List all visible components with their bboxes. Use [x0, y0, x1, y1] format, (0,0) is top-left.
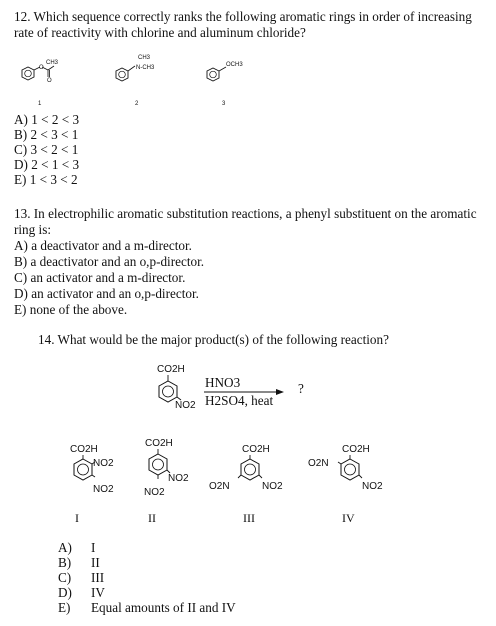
q14-option-b-text[interactable]: II	[91, 555, 100, 570]
q14-stem: 14. What would be the major product(s) of the following reaction?	[38, 332, 389, 347]
q14-product-question-mark: ?	[298, 381, 304, 396]
q12-stem-line1: 12. Which sequence correctly ranks the following aromatic rings in order of increasing	[14, 9, 472, 24]
q14-product-iv-co2h: CO2H	[342, 444, 370, 455]
q12-option-c[interactable]: C) 3 < 2 < 1	[14, 142, 79, 157]
q14-option-e-letter[interactable]: E)	[58, 600, 71, 615]
q13-option-e[interactable]: E) none of the above.	[14, 302, 128, 317]
q12-s2-nch3: N-CH3	[136, 65, 155, 71]
q12-s3-number: 3	[222, 101, 226, 107]
q14-product-iii-o2n: O2N	[209, 481, 230, 492]
o-label: O	[47, 78, 52, 84]
o-label: O	[39, 65, 44, 71]
q14-reactant-no2: NO2	[175, 400, 196, 411]
q14-product-iii-co2h: CO2H	[242, 444, 270, 455]
q12-option-d[interactable]: D) 2 < 1 < 3	[14, 157, 80, 172]
q14-product-iii-no2: NO2	[262, 481, 283, 492]
q14-option-a-text[interactable]: I	[91, 540, 96, 555]
q14-product-i-no2-a: NO2	[93, 458, 114, 469]
q13-stem-line2: ring is:	[14, 222, 51, 237]
q14-product-ii-no2-b: NO2	[144, 487, 165, 498]
q14-option-d-text[interactable]: IV	[91, 585, 105, 600]
q12-s1-ch3: CH3	[46, 60, 59, 66]
q12-option-a[interactable]: A) 1 < 2 < 3	[14, 112, 80, 127]
q14-option-c-text[interactable]: III	[91, 570, 105, 585]
q14-product-ii-co2h: CO2H	[145, 438, 173, 449]
q14-option-d-letter[interactable]: D)	[58, 585, 72, 600]
q13-option-b[interactable]: B) a deactivator and an o,p-director.	[14, 254, 205, 269]
q12-stem-line2: rate of reactivity with chlorine and aluminum chloride?	[14, 25, 306, 40]
q14-option-c-letter[interactable]: C)	[58, 570, 72, 585]
q13-option-a[interactable]: A) a deactivator and a m-director.	[14, 238, 192, 253]
q13-option-c[interactable]: C) an activator and a m-director.	[14, 270, 186, 285]
q12-option-b[interactable]: B) 2 < 3 < 1	[14, 127, 79, 142]
q14-option-a-letter[interactable]: A)	[58, 540, 72, 555]
q14-product-iv-label: IV	[342, 511, 355, 525]
q12-s2-number: 2	[135, 101, 139, 107]
q14-option-e-text[interactable]: Equal amounts of II and IV	[91, 600, 236, 615]
q14-product-iv-o2n: O2N	[308, 458, 329, 469]
q13-option-d[interactable]: D) an activator and an o,p-director.	[14, 286, 199, 301]
q14-reagent-bottom: H2SO4, heat	[205, 393, 274, 408]
q12-s1-number: 1	[38, 101, 42, 107]
q14-product-ii-label: II	[148, 511, 156, 525]
q14-reactant-co2h: CO2H	[157, 364, 185, 375]
q14-product-i-label: I	[75, 511, 79, 525]
q13-stem-line1: 13. In electrophilic aromatic substitution reactions, a phenyl substituent on the aromatic	[14, 206, 477, 221]
q12-structure-1	[14, 62, 74, 90]
q14-option-b-letter[interactable]: B)	[58, 555, 72, 570]
q14-product-ii-no2-a: NO2	[168, 473, 189, 484]
q14-product-i-no2-b: NO2	[93, 484, 114, 495]
q14-product-i-co2h: CO2H	[70, 444, 98, 455]
q12-s3-och3: OCH3	[226, 62, 243, 68]
q12-option-e[interactable]: E) 1 < 3 < 2	[14, 172, 78, 187]
q14-product-iii-label: III	[243, 511, 255, 525]
q14-product-iv-no2: NO2	[362, 481, 383, 492]
q14-reagent-top: HNO3	[205, 375, 241, 390]
q12-s2-ch3: CH3	[138, 55, 151, 61]
